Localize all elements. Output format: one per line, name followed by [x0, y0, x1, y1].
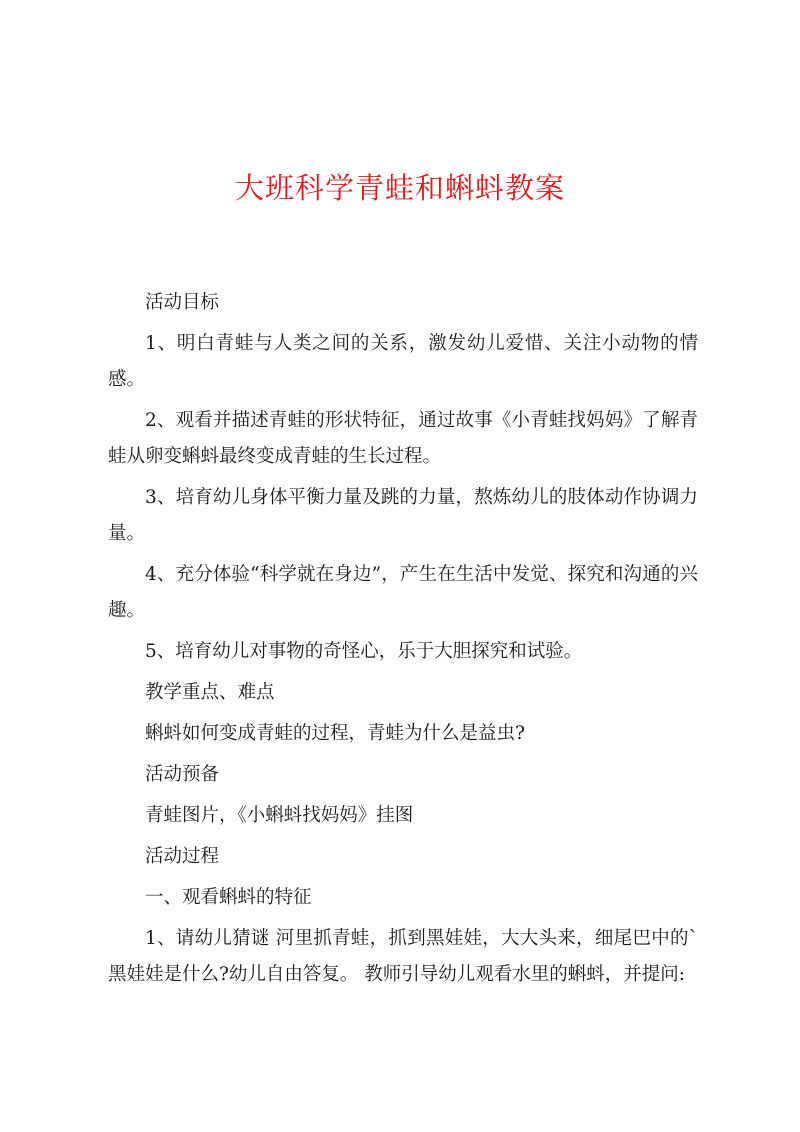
paragraph-goal-5: 5、培育幼儿对事物的奇怪心，乐于大胆探究和试验。 — [145, 641, 583, 662]
paragraph-key-points: 蝌蚪如何变成青蛙的过程，青蛙为什么是益虫? — [145, 723, 525, 744]
paragraph-goal-1: 1、明白青蛙与人类之间的关系，激发幼儿爱惜、关注小动物的情感。 — [108, 333, 698, 390]
paragraph-heading-key-points: 教学重点、难点 — [145, 682, 275, 703]
paragraph-heading-activity-goals: 活动目标 — [145, 292, 220, 313]
document-title: 大班科学青蛙和蝌蚪教案 — [234, 171, 565, 205]
paragraph-preparation: 青蛙图片，《小蝌蚪找妈妈》挂图 — [145, 805, 414, 826]
paragraph-goal-2: 2、观看并描述青蛙的形状特征，通过故事《小青蛙找妈妈》了解青蛙从卵变蝌蚪最终变成青蛙的生长过程。 — [108, 410, 698, 467]
paragraph-heading-preparation: 活动预备 — [145, 764, 220, 785]
document-body — [108, 285, 698, 998]
paragraph-goal-3: 3、培育幼儿身体平衡力量及跳的力量，熬炼幼儿的肢体动作协调力量。 — [108, 487, 698, 544]
paragraph-goal-4: 4、充分体验“科学就在身边”，产生在生活中发觉、探究和沟通的兴趣。 — [108, 564, 698, 621]
paragraph-heading-process: 活动过程 — [145, 846, 220, 867]
paragraph-process-step-1: 一、观看蝌蚪的特征 — [145, 887, 312, 908]
paragraph-process-riddle: 1、请幼儿猜谜 河里抓青蛙，抓到黑娃娃，大大头来，细尾巴中的`黑娃娃是什么?幼儿自由答复。 教师引导幼儿观看水里的蝌蚪，并提问: — [108, 928, 698, 985]
